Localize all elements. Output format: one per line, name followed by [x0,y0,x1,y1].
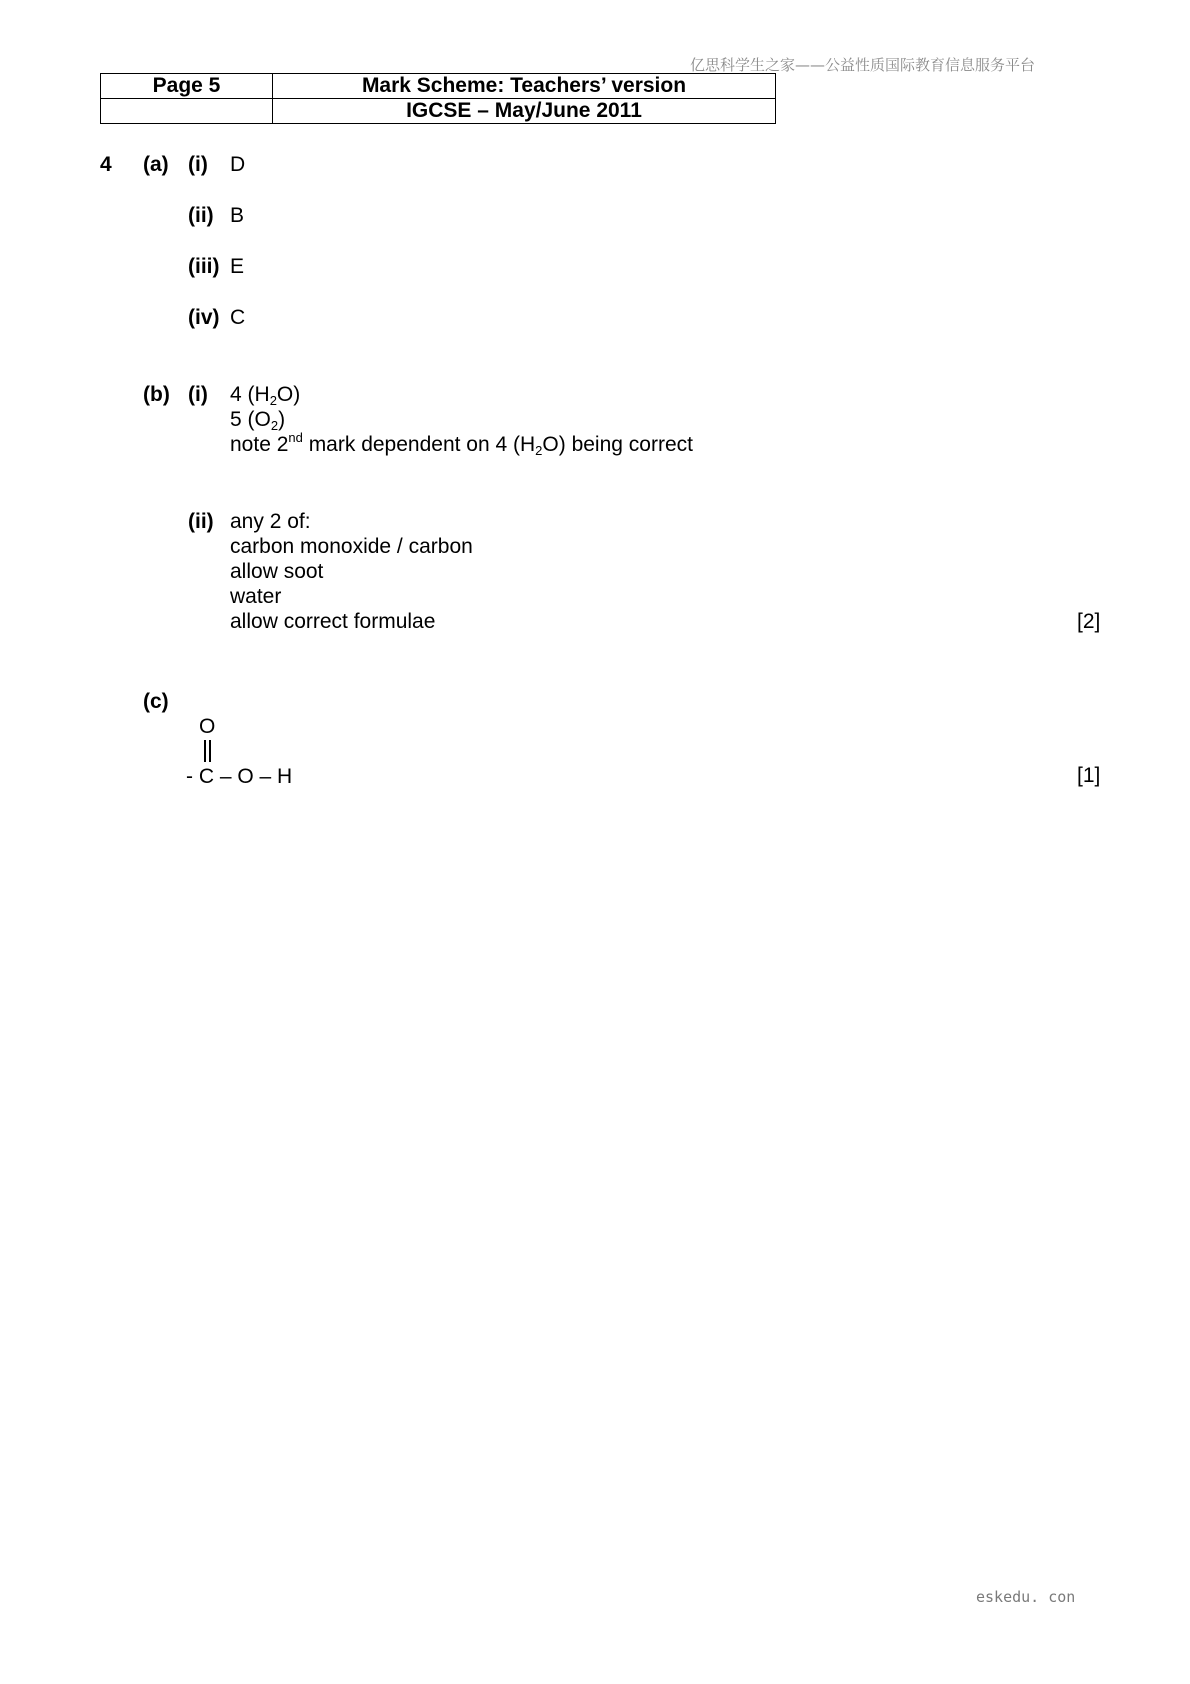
syllabus-label: IGCSE – May/June 2011 [273,99,776,124]
a-i-answer: D [230,153,246,176]
carbonyl-oxygen: O [199,715,216,738]
b-ii-line: any 2 of: [230,510,311,533]
page-number: Page 5 [101,74,273,99]
c-mark: [1] [1077,764,1101,787]
part-b-label: (b) [143,383,170,406]
b-ii-line: water [230,585,282,608]
b-i-label: (i) [188,383,208,406]
a-iv-label: (iv) [188,306,220,329]
part-c-label: (c) [143,690,169,713]
document-title: Mark Scheme: Teachers’ version [273,74,776,99]
a-iii-label: (iii) [188,255,220,278]
b-ii-line: carbon monoxide / carbon [230,535,473,558]
a-iv-answer: C [230,306,246,329]
b-ii-mark: [2] [1077,610,1101,633]
a-iii-answer: E [230,255,245,278]
b-i-line-oxygen: 5 $(O_2)$ [230,408,286,433]
question-number: 4 [100,153,112,176]
b-i-line-water: 4 $(H_2O)$ [230,383,301,408]
a-ii-label: (ii) [188,204,214,227]
header-table [100,73,776,124]
part-a-label: (a) [143,153,169,176]
double-bond-line [204,740,206,762]
footer-url: eskedu. con [976,1588,1076,1606]
double-bond-line [209,740,211,762]
a-ii-answer: B [230,204,245,227]
b-i-note: note 2nd mark dependent on 4 $(H_2O)$ being correct [230,430,693,458]
watermark-text: 亿思科学生之家——公益性质国际教育信息服务平台 [690,56,1036,74]
header-empty-cell [101,99,273,124]
b-ii-line: allow correct formulae [230,610,436,633]
a-i-label: (i) [188,153,208,176]
b-ii-line: allow soot [230,560,324,583]
carboxyl-group-chain: - C – O – H [186,765,293,788]
b-ii-label: (ii) [188,510,214,533]
